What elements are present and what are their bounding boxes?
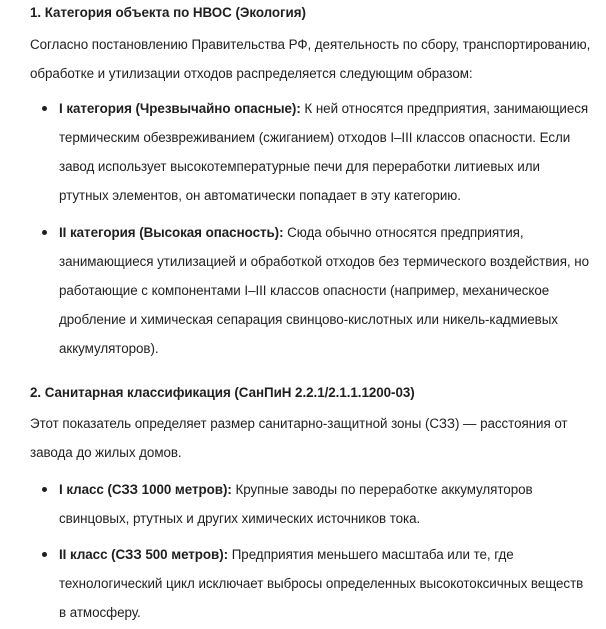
section-2-intro: Этот показатель определяет размер санитарно-защитной зоны (СЗЗ) — расстояния от завода до жилых домов. <box>30 416 568 460</box>
section-1-list <box>30 94 590 363</box>
list-item-text: Крупные заводы по переработке аккумуляторов свинцовых, ртутных и других химических источников тока. <box>59 482 533 526</box>
bullet-icon <box>42 487 47 492</box>
bullet-icon <box>42 552 47 557</box>
list-item-text: К ней относятся предприятия, занимающиеся термическим обезвреживанием (сжиганием) отходов I–III классов опасности. Если завод использует высокотемпературные печи для переработки литиевых или ртутных элементов, он автоматически попадает в эту категорию. <box>59 101 589 203</box>
section-1-heading: 1. Категория объекта по НВОС (Экология) <box>30 5 306 20</box>
list-item-text: Предприятия меньшего масштаба или те, где технологический цикл исключает выбросы определенных высокотоксичных веществ в атмосферу. <box>59 547 584 620</box>
list-item <box>30 540 590 627</box>
bullet-icon <box>42 230 47 235</box>
section-2-list <box>30 475 590 627</box>
list-item-term: I категория (Чрезвычайно опасные): <box>59 101 301 116</box>
bullet-icon <box>42 106 47 111</box>
list-item-term: II класс (СЗЗ 500 метров): <box>59 547 229 562</box>
section-2-heading: 2. Санитарная классификация (СанПиН 2.2.1/2.1.1.1200-03) <box>30 385 415 400</box>
list-item <box>30 218 590 363</box>
list-item-term: I класс (СЗЗ 1000 метров): <box>59 482 232 497</box>
list-item-text: Сюда обычно относятся предприятия, занимающиеся утилизацией и обработкой отходов без термического воздействия, но работающие с компонентами I–III классов опасности (например, механическое дробление и химическая сепарация свинцово-кислотных или никель-кадмиевых аккумуляторов). <box>59 225 589 356</box>
list-item-term: II категория (Высокая опасность): <box>59 225 284 240</box>
section-1-intro: Согласно постановлению Правительства РФ, деятельность по сбору, транспортированию, обработке и утилизации отходов распределяется следующим образом: <box>30 37 591 81</box>
list-item <box>30 475 590 533</box>
list-item <box>30 94 590 210</box>
